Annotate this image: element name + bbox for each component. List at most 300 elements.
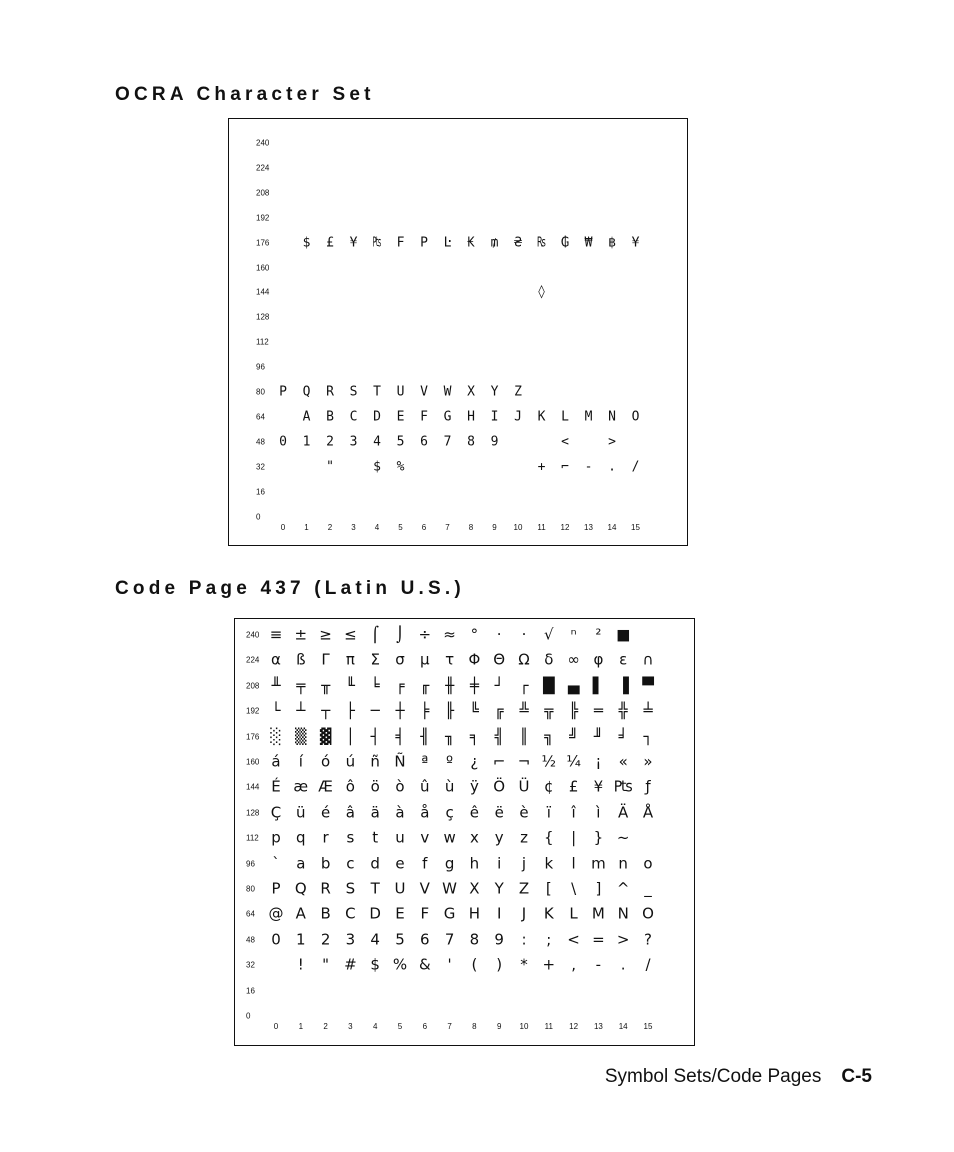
row-label: 48 — [256, 437, 265, 447]
character-cell: Σ — [370, 650, 380, 669]
character-cell: R — [326, 384, 334, 400]
character-cell: \ — [571, 879, 577, 898]
character-cell: Ü — [518, 777, 530, 796]
character-cell: Q — [302, 384, 311, 400]
character-cell: E — [396, 409, 405, 425]
character-cell: C — [345, 904, 356, 923]
column-label: 3 — [351, 523, 356, 532]
character-cell: K — [543, 904, 554, 923]
character-cell: ╪ — [469, 676, 479, 695]
character-cell: ÿ — [469, 777, 479, 796]
character-cell: ┼ — [395, 701, 405, 720]
character-cell: ╦ — [544, 701, 554, 720]
character-cell: h — [469, 854, 480, 873]
character-cell: ≥ — [319, 625, 332, 644]
character-cell: X — [467, 384, 475, 400]
character-cell: d — [370, 854, 380, 873]
character-cell: ` — [272, 854, 280, 873]
character-cell: 7 — [444, 930, 455, 949]
character-cell: ¿ — [470, 752, 479, 771]
character-cell: f — [422, 854, 428, 873]
character-cell: ┐ — [643, 727, 653, 746]
character-cell: M — [584, 409, 593, 425]
character-cell: ├ — [345, 701, 355, 720]
character-cell: G — [443, 904, 456, 923]
character-cell: τ — [445, 650, 455, 669]
character-cell: { — [544, 828, 554, 847]
character-cell: ₲ — [561, 235, 569, 251]
row-label: 96 — [246, 859, 255, 869]
row-label: 32 — [246, 960, 255, 970]
row-label: 224 — [256, 163, 270, 173]
row-label: 240 — [256, 138, 270, 148]
character-cell: ╛ — [618, 727, 628, 746]
character-cell: 2 — [320, 930, 331, 949]
character-cell: T — [370, 879, 380, 898]
row-label: 224 — [246, 655, 260, 665]
character-cell: - — [595, 955, 602, 974]
character-cell: √ — [544, 625, 554, 644]
character-cell: P — [271, 879, 281, 898]
character-cell: · — [521, 625, 527, 644]
character-cell: @ — [268, 904, 284, 923]
character-cell: 5 — [396, 434, 405, 450]
character-cell: ~ — [616, 828, 630, 847]
character-cell: 2 — [326, 434, 334, 450]
character-cell: ┘ — [494, 676, 504, 695]
character-cell: ╫ — [445, 676, 455, 695]
row-label: 160 — [256, 263, 270, 272]
column-label: 8 — [468, 523, 474, 532]
character-cell: ฿ — [608, 235, 616, 251]
row-label: 176 — [246, 732, 260, 742]
character-cell: · — [496, 625, 502, 644]
row-label: 128 — [256, 312, 270, 322]
character-cell: ╖ — [445, 727, 455, 746]
column-label: 14 — [607, 523, 617, 532]
character-cell: ■ — [616, 625, 631, 644]
character-cell: Q — [294, 879, 307, 898]
row-label: 144 — [246, 782, 260, 792]
character-cell: ░ — [270, 727, 282, 746]
character-cell: ⌐ — [561, 459, 569, 475]
column-label: 5 — [397, 1022, 403, 1031]
character-cell: X — [469, 879, 480, 898]
character-cell: ╚ — [469, 701, 479, 720]
character-cell: 8 — [469, 930, 480, 949]
character-cell: ì — [596, 803, 601, 822]
character-cell: ╝ — [569, 727, 579, 746]
character-cell: O — [631, 409, 640, 425]
row-label: 208 — [246, 681, 260, 691]
character-cell: ó — [321, 752, 331, 771]
character-cell: c — [346, 854, 355, 873]
column-label: 9 — [492, 523, 497, 532]
row-label: 64 — [246, 909, 255, 919]
character-cell: P — [420, 235, 428, 251]
character-cell: ╤ — [296, 676, 306, 695]
character-cell: p — [271, 828, 281, 847]
character-cell: ) — [496, 955, 503, 974]
character-cell: ╡ — [395, 727, 405, 746]
character-cell: . — [608, 459, 616, 475]
character-cell: ◊ — [537, 284, 546, 300]
character-cell: J — [514, 409, 522, 425]
character-cell: ╘ — [370, 676, 380, 695]
row-label: 0 — [246, 1011, 251, 1021]
character-cell: » — [643, 752, 653, 771]
row-label: 160 — [246, 757, 260, 767]
character-cell: ¥ — [631, 235, 640, 251]
character-cell: ? — [644, 930, 652, 949]
character-cell: Ω — [518, 650, 530, 669]
character-cell: w — [443, 828, 456, 847]
character-cell: α — [271, 650, 281, 669]
character-cell: ± — [294, 625, 308, 644]
character-cell: ₭ — [467, 235, 475, 251]
character-cell: z — [520, 828, 528, 847]
character-cell: ú — [345, 752, 356, 771]
character-cell: 1 — [296, 930, 306, 949]
character-cell: ₩ — [584, 235, 593, 251]
character-cell: ▓ — [319, 727, 332, 746]
character-cell: ▌ — [592, 676, 605, 695]
character-cell: & — [418, 955, 431, 974]
character-cell: Ä — [618, 803, 629, 822]
character-cell: A — [302, 409, 311, 425]
column-label: 1 — [304, 523, 309, 532]
character-cell: ÷ — [418, 625, 432, 644]
character-cell: o — [643, 854, 653, 873]
character-cell: m — [591, 854, 606, 873]
row-label: 208 — [256, 188, 270, 198]
character-cell: 0 — [279, 434, 287, 450]
character-cell: + — [537, 459, 546, 475]
character-cell: ╧ — [643, 701, 653, 720]
character-cell: N — [608, 409, 616, 425]
character-cell: D — [373, 409, 381, 425]
row-label: 80 — [256, 387, 265, 397]
character-cell: n — [618, 854, 628, 873]
column-label: 4 — [372, 1022, 378, 1031]
character-cell: H — [468, 904, 481, 923]
column-label: 7 — [447, 1022, 452, 1031]
character-cell: Z — [514, 384, 522, 400]
row-label: 176 — [256, 238, 270, 248]
character-cell: 7 — [443, 434, 452, 450]
character-cell: / — [631, 459, 640, 475]
character-cell: Φ — [468, 650, 481, 669]
character-cell: ü — [296, 803, 306, 822]
character-cell: L — [561, 409, 569, 425]
character-cell: t — [372, 828, 379, 847]
character-cell: ╨ — [271, 676, 281, 695]
character-cell: - — [584, 459, 593, 475]
character-cell: ' — [447, 955, 452, 974]
character-cell: U — [394, 879, 406, 898]
column-label: 12 — [569, 1022, 579, 1031]
character-cell: b — [320, 854, 331, 873]
row-label: 16 — [246, 986, 255, 996]
character-cell: ₥ — [490, 235, 499, 251]
column-label: 10 — [513, 523, 523, 532]
character-cell: % — [392, 955, 408, 974]
character-cell: % — [396, 459, 405, 475]
character-cell: ╔ — [494, 701, 504, 720]
character-cell: B — [326, 409, 334, 425]
footer-section-name: Symbol Sets/Code Pages — [604, 1066, 822, 1087]
column-label: 14 — [618, 1022, 628, 1031]
character-cell: ₧ — [613, 777, 633, 796]
character-cell: â — [345, 803, 355, 822]
character-cell: ¼ — [566, 752, 581, 771]
character-cell: ┬ — [321, 701, 331, 720]
character-cell: ò — [395, 777, 405, 796]
character-cell: ₨ — [537, 235, 546, 251]
character-cell: ┤ — [370, 727, 380, 746]
character-cell: < — [567, 930, 580, 949]
character-cell: i — [497, 854, 502, 873]
character-cell: W — [443, 384, 452, 400]
character-cell: Å — [642, 803, 654, 822]
character-cell: è — [519, 803, 529, 822]
character-cell: Ç — [270, 803, 282, 822]
character-cell: F — [420, 904, 430, 923]
character-cell: £ — [568, 777, 579, 796]
character-cell: [ — [545, 879, 552, 898]
character-cell: S — [349, 384, 358, 400]
character-cell: _ — [644, 879, 652, 898]
character-cell: ¢ — [544, 777, 554, 796]
character-cell: k — [544, 854, 554, 873]
column-label: 11 — [537, 523, 546, 532]
character-cell: y — [494, 828, 504, 847]
character-cell: J — [521, 904, 527, 923]
character-cell: ╕ — [469, 727, 479, 746]
row-label: 32 — [256, 462, 265, 472]
character-cell: ( — [471, 955, 478, 974]
character-cell: ª — [421, 752, 429, 771]
column-label: 0 — [273, 1022, 279, 1031]
character-cell: ô — [345, 777, 355, 796]
character-cell: V — [420, 384, 428, 400]
row-label: 80 — [246, 884, 255, 894]
row-label: 128 — [246, 808, 260, 818]
character-cell: π — [345, 650, 355, 669]
character-cell: ° — [470, 625, 479, 644]
character-cell: l — [571, 854, 576, 873]
column-label: 6 — [421, 523, 427, 532]
character-cell: ç — [445, 803, 454, 822]
character-cell: O — [642, 904, 654, 923]
character-cell: ß — [296, 650, 306, 669]
character-cell: r — [322, 828, 329, 847]
column-label: 13 — [593, 1022, 603, 1031]
character-cell: N — [617, 904, 629, 923]
row-label: 240 — [246, 630, 260, 640]
character-cell: > — [616, 930, 630, 949]
character-cell: ₧ — [373, 235, 381, 251]
character-cell: Ŀ — [443, 235, 452, 251]
character-cell: , — [571, 955, 576, 974]
character-cell: ⌐ — [492, 752, 506, 771]
character-cell: φ — [593, 650, 604, 669]
row-label: 64 — [256, 412, 265, 422]
character-cell: ╒ — [395, 676, 405, 695]
character-cell: x — [469, 828, 479, 847]
character-cell: ≤ — [344, 625, 357, 644]
character-cell: ≈ — [443, 625, 456, 644]
character-cell: î — [571, 803, 576, 822]
character-cell: $ — [370, 955, 380, 974]
character-cell: ▄ — [567, 676, 580, 695]
row-label: 192 — [246, 706, 260, 716]
character-cell: ¡ — [595, 752, 602, 771]
character-cell: > — [608, 434, 616, 450]
character-cell: ╩ — [519, 701, 529, 720]
character-cell: I — [496, 904, 502, 923]
character-cell: ^ — [616, 879, 630, 898]
character-cell: 9 — [494, 930, 504, 949]
footer-page-number: C-5 — [841, 1066, 872, 1087]
character-cell: W — [442, 879, 458, 898]
character-cell: ] — [595, 879, 602, 898]
character-cell: + — [542, 955, 556, 974]
character-cell: " — [322, 955, 330, 974]
character-cell: . — [620, 955, 626, 974]
character-cell: ∞ — [567, 650, 580, 669]
character-cell: Ö — [493, 777, 506, 796]
character-cell: s — [346, 828, 355, 847]
character-cell: ≡ — [269, 625, 283, 644]
character-cell: K — [537, 409, 546, 425]
row-label: 48 — [246, 935, 255, 945]
character-cell: # — [344, 955, 357, 974]
character-cell: ╜ — [593, 727, 603, 746]
character-cell: ═ — [593, 701, 603, 720]
character-cell: ⌡ — [396, 625, 404, 644]
character-cell: à — [395, 803, 405, 822]
character-cell: ! — [297, 955, 304, 974]
row-label: 192 — [256, 213, 270, 223]
character-cell: 5 — [395, 930, 405, 949]
character-cell: " — [326, 459, 334, 475]
character-cell: É — [271, 777, 281, 796]
character-cell: | — [571, 828, 577, 847]
character-cell: E — [395, 904, 405, 923]
row-label: 144 — [256, 287, 270, 297]
character-cell: Z — [518, 879, 530, 898]
character-cell: ₴ — [514, 235, 522, 251]
column-label: 7 — [445, 523, 450, 532]
character-cell: σ — [395, 650, 405, 669]
character-cell: 6 — [420, 930, 430, 949]
column-label: 2 — [323, 1022, 328, 1031]
character-cell: ; — [546, 930, 552, 949]
character-cell: ê — [469, 803, 480, 822]
character-cell: P — [279, 384, 287, 400]
character-cell: 9 — [490, 434, 499, 450]
character-cell: δ — [544, 650, 554, 669]
character-cell: █ — [543, 676, 555, 695]
character-cell: å — [420, 803, 430, 822]
character-cell: ö — [370, 777, 380, 796]
character-cell: $ — [373, 459, 381, 475]
character-cell: í — [298, 752, 303, 771]
character-cell: j — [521, 854, 527, 873]
character-cell: g — [444, 854, 455, 873]
column-label: 4 — [374, 523, 380, 532]
character-cell: ╓ — [420, 676, 430, 695]
row-label: 112 — [256, 337, 269, 347]
character-cell: < — [561, 434, 569, 450]
row-label: 112 — [246, 833, 259, 843]
character-cell: ² — [595, 625, 602, 644]
character-cell: ë — [494, 803, 504, 822]
character-cell: ╥ — [321, 676, 331, 695]
character-cell: 4 — [370, 930, 380, 949]
ocra-character-table — [228, 118, 688, 546]
column-label: 8 — [472, 1022, 477, 1031]
row-label: 96 — [256, 362, 265, 372]
character-cell: D — [369, 904, 381, 923]
character-cell: ƒ — [645, 777, 651, 796]
ocra-title: OCRA Character Set — [115, 84, 375, 105]
character-cell: µ — [420, 650, 430, 669]
character-cell: ¥ — [593, 777, 604, 796]
character-cell: = — [592, 930, 605, 949]
character-cell: * — [520, 955, 528, 974]
character-cell: C — [349, 409, 358, 425]
character-cell: q — [296, 828, 306, 847]
character-cell: £ — [326, 235, 334, 251]
character-cell: └ — [271, 701, 281, 720]
page-footer — [605, 1066, 872, 1088]
row-label: 16 — [256, 487, 265, 497]
character-cell: æ — [293, 777, 309, 796]
column-label: 13 — [584, 523, 593, 532]
character-cell: M — [591, 904, 605, 923]
column-label: 10 — [519, 1022, 529, 1031]
character-cell: v — [420, 828, 430, 847]
character-cell: ╟ — [445, 701, 455, 720]
character-cell: F — [420, 409, 428, 425]
character-cell: e — [395, 854, 405, 873]
column-label: 15 — [631, 523, 640, 532]
character-cell: 8 — [467, 434, 475, 450]
character-cell: ∩ — [642, 650, 654, 669]
character-cell: û — [420, 777, 430, 796]
character-cell: } — [593, 828, 604, 847]
character-cell: ▀ — [642, 676, 654, 695]
character-cell: ─ — [370, 701, 380, 720]
character-cell: L — [569, 904, 578, 923]
row-label: 0 — [256, 512, 261, 521]
character-cell: 1 — [302, 434, 311, 450]
character-cell: ┌ — [519, 676, 529, 695]
character-cell: á — [271, 752, 281, 771]
character-cell: ñ — [370, 752, 380, 771]
character-cell: : — [521, 930, 527, 949]
character-cell: ù — [444, 777, 455, 796]
character-cell: F — [396, 235, 405, 251]
character-cell: │ — [345, 727, 355, 746]
cp437-character-table — [234, 618, 695, 1046]
character-cell: ε — [619, 650, 628, 669]
character-cell: ½ — [541, 752, 557, 771]
cp437-title: Code Page 437 (Latin U.S.) — [115, 578, 465, 599]
column-label: 5 — [398, 523, 403, 532]
